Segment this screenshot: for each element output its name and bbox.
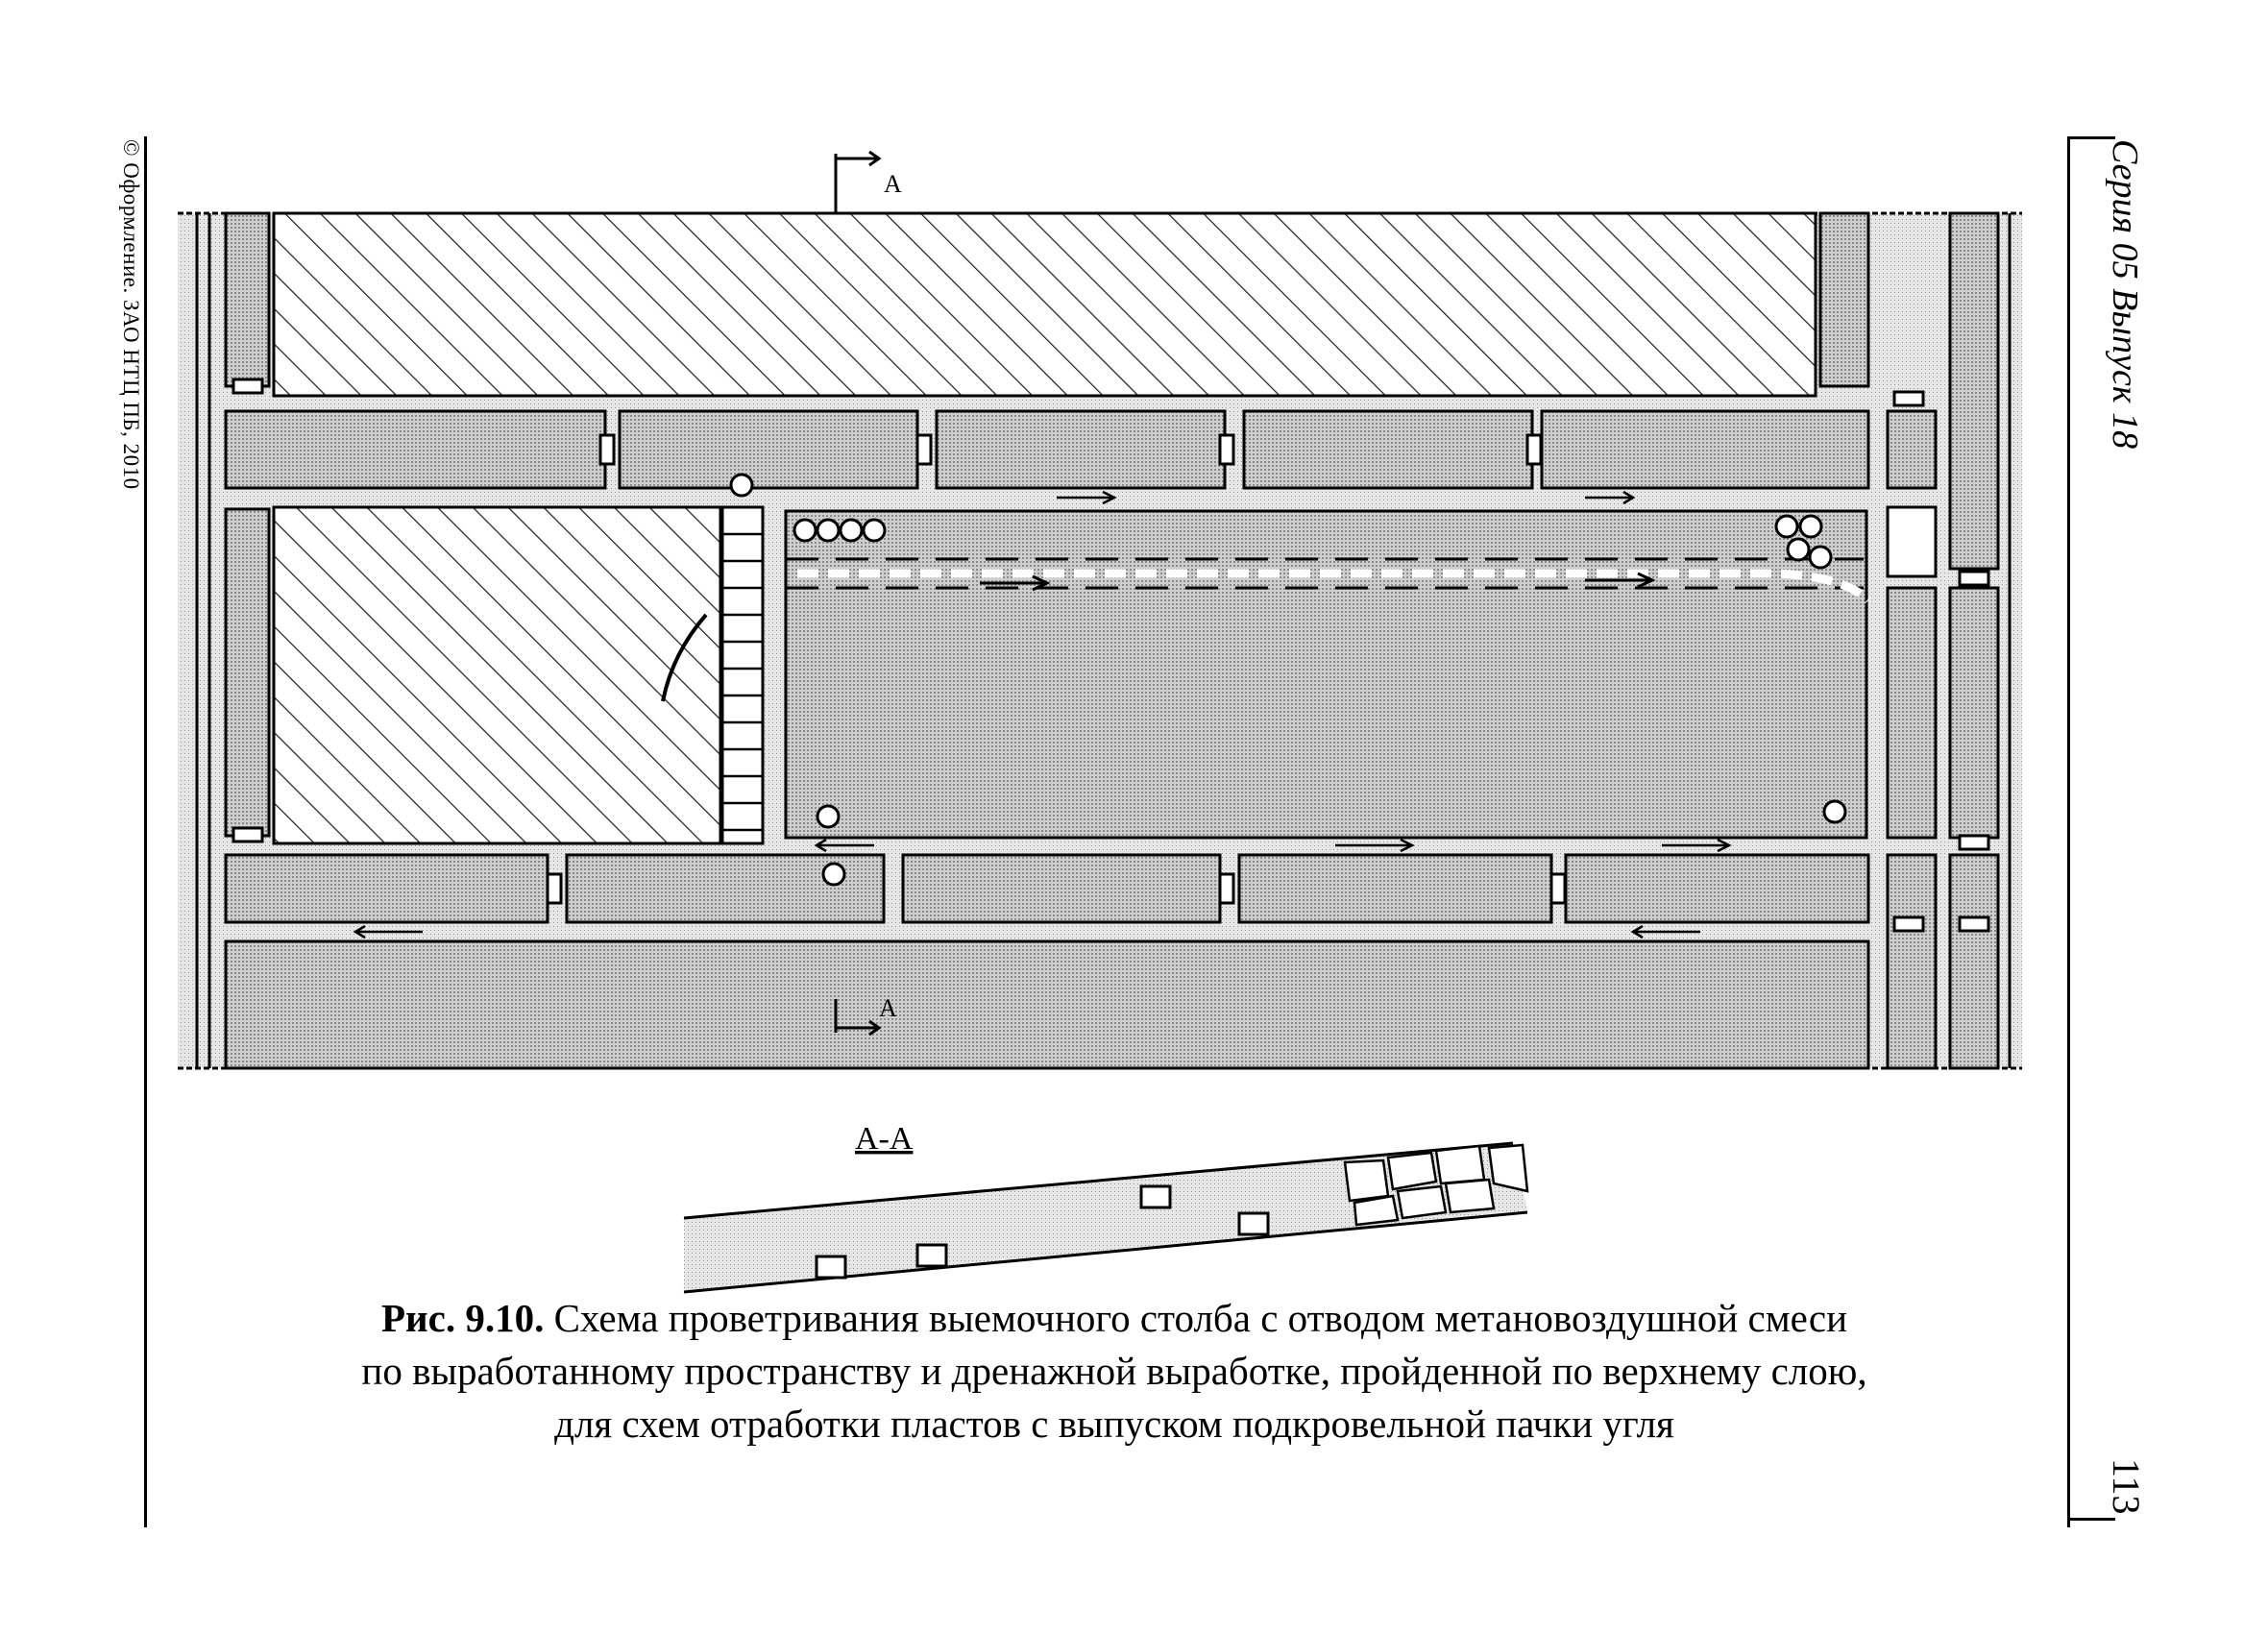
left-pillar-top	[226, 213, 269, 386]
pillar-row1-5	[1542, 411, 1868, 488]
caption-line-2: по выработанному пространству и дренажной выработке, пройденной по верхнему слою,	[361, 1349, 1867, 1393]
caption-line-3: для схем отработки пластов с выпуском подкровельной пачки угля	[554, 1402, 1674, 1446]
right-col-b-2	[1950, 588, 1998, 838]
figure-caption	[173, 1292, 2056, 1451]
page-number: 113	[2105, 1458, 2148, 1515]
pillar-row1-1	[226, 411, 605, 488]
goaf-left	[274, 507, 720, 843]
left-pillar-mid	[226, 509, 269, 836]
pillar-row2-3	[903, 855, 1220, 922]
section-label-bottom: A	[879, 994, 897, 1022]
pillar-row1-3	[937, 411, 1225, 488]
right-col-a-3	[1888, 588, 1936, 838]
pillar-row2-1	[226, 855, 548, 922]
right-col-a-1	[1888, 411, 1936, 488]
pillar-row2-4	[1239, 855, 1551, 922]
caption-line-1	[173, 1292, 2056, 1345]
goaf-upper	[274, 213, 1816, 396]
longwall-face	[722, 507, 763, 843]
right-col-b-3	[1950, 855, 1998, 1068]
caption-label: Рис. 9.10.	[380, 1296, 545, 1340]
section-view-title: A-A	[855, 1121, 914, 1157]
right-pillar-top	[1820, 213, 1868, 386]
section-marker-top	[836, 152, 879, 213]
pillar-row1-4	[1244, 411, 1532, 488]
pillar-row1-2	[620, 411, 917, 488]
right-col-b-1	[1950, 213, 1998, 569]
caption-text-1: Схема проветривания выемочного столба с отводом метановоздушной смеси	[553, 1296, 1848, 1340]
bottom-coal-block	[226, 941, 1868, 1068]
right-col-a-4	[1888, 855, 1936, 1068]
pillar-row2-5	[1566, 855, 1868, 922]
section-label-top: A	[884, 170, 902, 198]
series-label: Серия 05 Выпуск 18	[2105, 139, 2145, 450]
copyright-notice: © Оформление. ЗАО НТЦ ПБ, 2010	[119, 139, 143, 490]
right-col-a-2	[1888, 507, 1936, 576]
